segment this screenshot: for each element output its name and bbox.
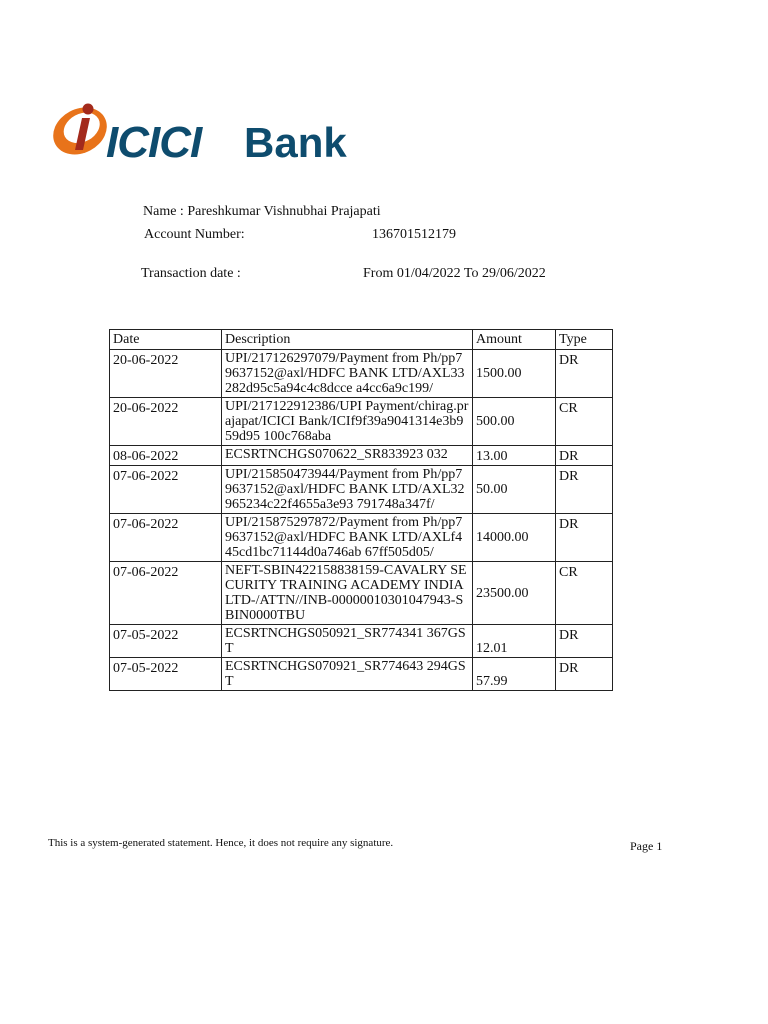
- account-holder-name: [143, 204, 381, 220]
- table-row: [110, 514, 613, 562]
- cell-description: UPI/215850473944/Payment from Ph/pp79637152@axl/HDFC BANK LTD/AXL32965234c22f4655a3e93 791748a347f/: [222, 466, 473, 514]
- cell-description: NEFT-SBIN422158838159-CAVALRY SECURITY TRAINING ACADEMY INDIA LTD-/ATTN//INB-00000010301047943-SBIN0000TBU: [222, 562, 473, 625]
- account-number-value: 136701512179: [372, 227, 456, 242]
- table-row: [110, 658, 613, 691]
- cell-description: ECSRTNCHGS070921_SR774643 294GST: [222, 658, 473, 691]
- header-date: Date: [110, 330, 222, 350]
- cell-type: CR: [556, 398, 613, 446]
- cell-type: CR: [556, 562, 613, 625]
- cell-date: 07-05-2022: [110, 625, 222, 658]
- name-value: Pareshkumar Vishnubhai Prajapati: [187, 204, 381, 219]
- header-amount: Amount: [473, 330, 556, 350]
- table-row: [110, 398, 613, 446]
- table-row: [110, 446, 613, 466]
- cell-type: DR: [556, 658, 613, 691]
- cell-description: ECSRTNCHGS050921_SR774341 367GST: [222, 625, 473, 658]
- cell-description: ECSRTNCHGS070622_SR833923 032: [222, 446, 473, 466]
- cell-date: 20-06-2022: [110, 398, 222, 446]
- cell-date: 07-05-2022: [110, 658, 222, 691]
- cell-type: DR: [556, 446, 613, 466]
- cell-amount: 1500.00: [473, 350, 556, 398]
- system-generated-note: This is a system-generated statement. Hence, it does not require any signature.: [48, 837, 394, 849]
- cell-amount: 57.99: [473, 658, 556, 691]
- cell-description: UPI/217126297079/Payment from Ph/pp79637152@axl/HDFC BANK LTD/AXL33282d95c5a94c4c8dcce a4cc6a9c199/: [222, 350, 473, 398]
- cell-date: 07-06-2022: [110, 562, 222, 625]
- cell-type: DR: [556, 625, 613, 658]
- account-number-label: Account Number:: [144, 227, 245, 242]
- cell-date: 20-06-2022: [110, 350, 222, 398]
- logo-bank-text: Bank: [244, 119, 347, 164]
- cell-amount: 12.01: [473, 625, 556, 658]
- cell-amount: 14000.00: [473, 514, 556, 562]
- page-number: Page 1: [630, 839, 663, 853]
- icici-bank-logo: [48, 96, 378, 164]
- name-label: Name :: [143, 204, 184, 219]
- cell-amount: 500.00: [473, 398, 556, 446]
- logo-icici-text: ICICI: [106, 118, 202, 164]
- table-row: [110, 562, 613, 625]
- header-description: Description: [222, 330, 473, 350]
- header-type: Type: [556, 330, 613, 350]
- cell-description: UPI/215875297872/Payment from Ph/pp79637152@axl/HDFC BANK LTD/AXLf445cd1bc71144d0a746ab 67ff505d05/: [222, 514, 473, 562]
- transaction-date-range: From 01/04/2022 To 29/06/2022: [363, 266, 546, 281]
- table-row: [110, 350, 613, 398]
- cell-date: 08-06-2022: [110, 446, 222, 466]
- table-row: [110, 625, 613, 658]
- cell-date: 07-06-2022: [110, 514, 222, 562]
- cell-type: DR: [556, 514, 613, 562]
- table-row: [110, 466, 613, 514]
- cell-amount: 23500.00: [473, 562, 556, 625]
- icici-logo-graphic: [48, 96, 378, 164]
- cell-type: DR: [556, 350, 613, 398]
- cell-date: 07-06-2022: [110, 466, 222, 514]
- transaction-date-label: Transaction date :: [141, 266, 241, 281]
- table-header-row: [110, 330, 613, 350]
- cell-type: DR: [556, 466, 613, 514]
- transactions-table: [109, 329, 613, 691]
- cell-amount: 13.00: [473, 446, 556, 466]
- cell-amount: 50.00: [473, 466, 556, 514]
- cell-description: UPI/217122912386/UPI Payment/chirag.prajapat/ICICI Bank/ICIf9f39a9041314e3b959d95 100c768aba: [222, 398, 473, 446]
